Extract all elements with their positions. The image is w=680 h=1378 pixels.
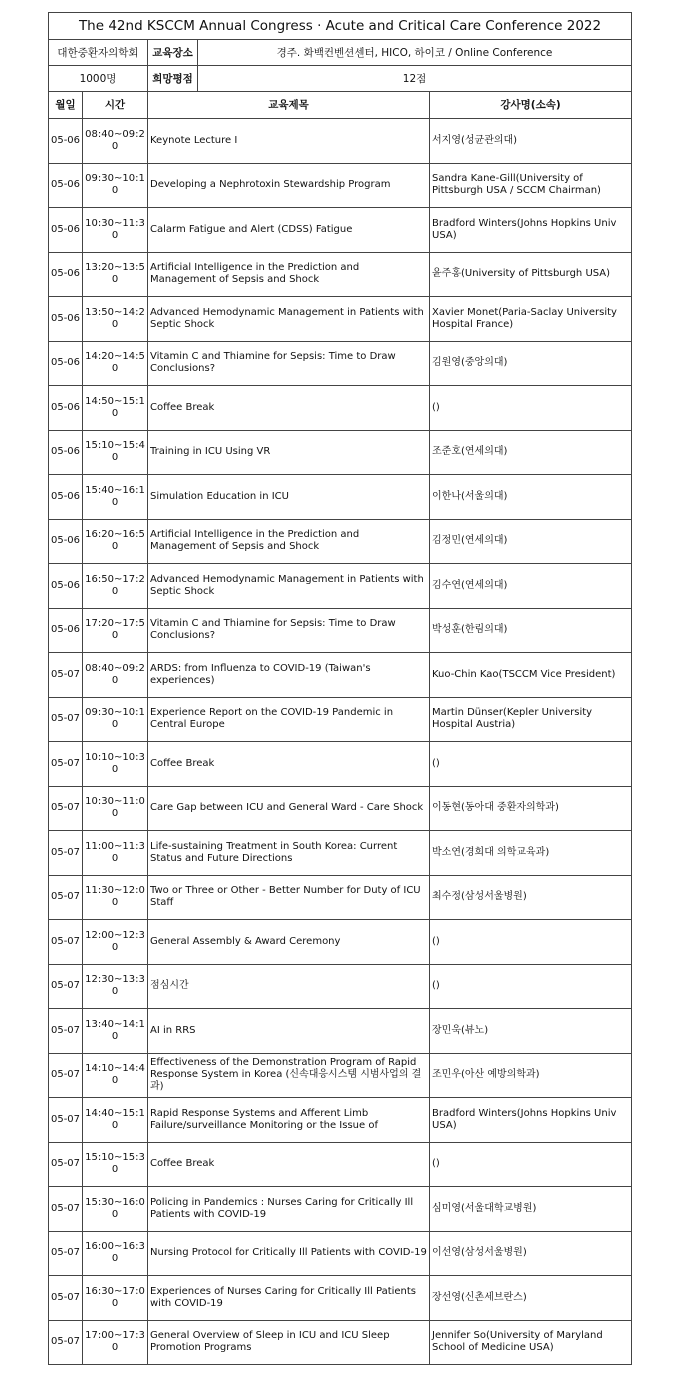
topic-cell: General Assembly & Award Ceremony: [148, 920, 430, 965]
date-cell: 05-07: [49, 786, 83, 831]
table-row: [49, 1009, 632, 1054]
capacity: 1000명: [49, 66, 148, 92]
topic-cell: AI in RRS: [148, 1009, 430, 1054]
table-row: [49, 430, 632, 475]
topic-cell: ARDS: from Influenza to COVID-19 (Taiwan's experiences): [148, 653, 430, 698]
header-time: 시간: [83, 92, 148, 119]
date-cell: 05-06: [49, 252, 83, 297]
topic-cell: Policing in Pandemics : Nurses Caring for Critically Ill Patients with COVID-19: [148, 1187, 430, 1232]
topic-cell: Coffee Break: [148, 1142, 430, 1187]
table-row: [49, 653, 632, 698]
topic-cell: Simulation Education in ICU: [148, 475, 430, 520]
date-cell: 05-07: [49, 1276, 83, 1321]
table-row: [49, 341, 632, 386]
topic-cell: Care Gap between ICU and General Ward - Care Shock: [148, 786, 430, 831]
date-cell: 05-07: [49, 1098, 83, 1143]
topic-cell: Advanced Hemodynamic Management in Patients with Septic Shock: [148, 297, 430, 342]
table-row: [49, 742, 632, 787]
topic-cell: Artificial Intelligence in the Prediction and Management of Sepsis and Shock: [148, 519, 430, 564]
topic-cell: Experience Report on the COVID-19 Pandemic in Central Europe: [148, 697, 430, 742]
speaker-cell: 이선영(삼성서울병원): [430, 1231, 632, 1276]
time-cell: 15:30~16:00: [83, 1187, 148, 1232]
date-cell: 05-07: [49, 1187, 83, 1232]
time-cell: 14:20~14:50: [83, 341, 148, 386]
speaker-cell: 심미영(서울대학교병원): [430, 1187, 632, 1232]
table-row: [49, 964, 632, 1009]
time-cell: 15:10~15:40: [83, 430, 148, 475]
date-cell: 05-07: [49, 697, 83, 742]
table-row: [49, 163, 632, 208]
time-cell: 08:40~09:20: [83, 119, 148, 164]
date-cell: 05-06: [49, 119, 83, 164]
date-cell: 05-06: [49, 564, 83, 609]
time-cell: 13:50~14:20: [83, 297, 148, 342]
topic-cell: Developing a Nephrotoxin Stewardship Program: [148, 163, 430, 208]
topic-cell: Experiences of Nurses Caring for Critically Ill Patients with COVID-19: [148, 1276, 430, 1321]
speaker-cell: 김정민(연세의대): [430, 519, 632, 564]
venue: 경주. 화백컨벤션센터, HICO, 하이코 / Online Conference: [198, 40, 632, 66]
organizer: 대한중환자의학회: [49, 40, 148, 66]
time-cell: 14:40~15:10: [83, 1098, 148, 1143]
date-cell: 05-06: [49, 208, 83, 253]
header-date: 월일: [49, 92, 83, 119]
speaker-cell: 이한나(서울의대): [430, 475, 632, 520]
speaker-cell: Kuo-Chin Kao(TSCCM Vice President): [430, 653, 632, 698]
time-cell: 13:20~13:50: [83, 252, 148, 297]
date-cell: 05-06: [49, 163, 83, 208]
speaker-cell: Sandra Kane-Gill(University of Pittsburgh USA / SCCM Chairman): [430, 163, 632, 208]
table-row: [49, 1098, 632, 1143]
speaker-cell: 박소연(경희대 의학교육과): [430, 831, 632, 876]
time-cell: 16:30~17:00: [83, 1276, 148, 1321]
speaker-cell: 조민우(아산 예방의학과): [430, 1053, 632, 1098]
speaker-cell: 김수연(연세의대): [430, 564, 632, 609]
date-cell: 05-07: [49, 653, 83, 698]
table-row: [49, 1187, 632, 1232]
speaker-cell: 서지영(성균관의대): [430, 119, 632, 164]
time-cell: 10:30~11:00: [83, 786, 148, 831]
date-cell: 05-07: [49, 1142, 83, 1187]
date-cell: 05-06: [49, 297, 83, 342]
topic-cell: Coffee Break: [148, 386, 430, 431]
time-cell: 17:20~17:50: [83, 608, 148, 653]
speaker-cell: 장선영(신촌세브란스): [430, 1276, 632, 1321]
table-row: [49, 475, 632, 520]
date-cell: 05-06: [49, 519, 83, 564]
topic-cell: Effectiveness of the Demonstration Program of Rapid Response System in Korea (신속대응시스템 시범사업의 결과): [148, 1053, 430, 1098]
date-cell: 05-07: [49, 1009, 83, 1054]
topic-cell: Artificial Intelligence in the Prediction and Management of Sepsis and Shock: [148, 252, 430, 297]
topic-cell: Nursing Protocol for Critically Ill Patients with COVID-19: [148, 1231, 430, 1276]
date-cell: 05-07: [49, 964, 83, 1009]
time-cell: 13:40~14:10: [83, 1009, 148, 1054]
speaker-cell: (): [430, 386, 632, 431]
speaker-cell: 윤주홍(University of Pittsburgh USA): [430, 252, 632, 297]
time-cell: 09:30~10:10: [83, 163, 148, 208]
table-row: [49, 697, 632, 742]
rating: 12점: [198, 66, 632, 92]
table-row: [49, 1320, 632, 1365]
topic-cell: Two or Three or Other - Better Number for Duty of ICU Staff: [148, 875, 430, 920]
date-cell: 05-07: [49, 742, 83, 787]
capacity-row: [49, 66, 632, 92]
topic-cell: Keynote Lecture I: [148, 119, 430, 164]
table-row: [49, 831, 632, 876]
table-row: [49, 875, 632, 920]
date-cell: 05-06: [49, 341, 83, 386]
speaker-cell: 장민욱(뷰노): [430, 1009, 632, 1054]
speaker-cell: 이동현(동아대 중환자의학과): [430, 786, 632, 831]
time-cell: 12:30~13:30: [83, 964, 148, 1009]
date-cell: 05-06: [49, 430, 83, 475]
time-cell: 10:10~10:30: [83, 742, 148, 787]
table-row: [49, 119, 632, 164]
speaker-cell: (): [430, 920, 632, 965]
time-cell: 11:30~12:00: [83, 875, 148, 920]
time-cell: 08:40~09:20: [83, 653, 148, 698]
date-cell: 05-07: [49, 831, 83, 876]
time-cell: 15:10~15:30: [83, 1142, 148, 1187]
table-row: [49, 608, 632, 653]
venue-row: [49, 40, 632, 66]
header-speaker: 강사명(소속): [430, 92, 632, 119]
table-row: [49, 1231, 632, 1276]
table-row: [49, 786, 632, 831]
table-row: [49, 920, 632, 965]
date-cell: 05-06: [49, 386, 83, 431]
topic-cell: Training in ICU Using VR: [148, 430, 430, 475]
topic-cell: Calarm Fatigue and Alert (CDSS) Fatigue: [148, 208, 430, 253]
date-cell: 05-07: [49, 920, 83, 965]
table-row: [49, 1276, 632, 1321]
topic-cell: Advanced Hemodynamic Management in Patients with Septic Shock: [148, 564, 430, 609]
topic-cell: 점심시간: [148, 964, 430, 1009]
speaker-cell: 박성훈(한림의대): [430, 608, 632, 653]
time-cell: 11:00~11:30: [83, 831, 148, 876]
date-cell: 05-07: [49, 1231, 83, 1276]
table-row: [49, 564, 632, 609]
time-cell: 15:40~16:10: [83, 475, 148, 520]
speaker-cell: Jennifer So(University of Maryland School of Medicine USA): [430, 1320, 632, 1365]
speaker-cell: (): [430, 742, 632, 787]
time-cell: 16:00~16:30: [83, 1231, 148, 1276]
topic-cell: Vitamin C and Thiamine for Sepsis: Time to Draw Conclusions?: [148, 608, 430, 653]
speaker-cell: 조준호(연세의대): [430, 430, 632, 475]
date-cell: 05-07: [49, 875, 83, 920]
time-cell: 14:50~15:10: [83, 386, 148, 431]
table-row: [49, 208, 632, 253]
table-row: [49, 519, 632, 564]
venue-label: 교육장소: [148, 40, 198, 66]
speaker-cell: Xavier Monet(Paria-Saclay University Hospital France): [430, 297, 632, 342]
date-cell: 05-07: [49, 1053, 83, 1098]
speaker-cell: 최수정(삼성서울병원): [430, 875, 632, 920]
speaker-cell: (): [430, 964, 632, 1009]
speaker-cell: (): [430, 1142, 632, 1187]
title-row: [49, 13, 632, 40]
speaker-cell: Bradford Winters(Johns Hopkins Univ USA): [430, 1098, 632, 1143]
header-topic: 교육제목: [148, 92, 430, 119]
time-cell: 09:30~10:10: [83, 697, 148, 742]
topic-cell: Coffee Break: [148, 742, 430, 787]
table-row: [49, 1142, 632, 1187]
topic-cell: Life-sustaining Treatment in South Korea: Current Status and Future Directions: [148, 831, 430, 876]
table-row: [49, 1053, 632, 1098]
speaker-cell: Bradford Winters(Johns Hopkins Univ USA): [430, 208, 632, 253]
time-cell: 14:10~14:40: [83, 1053, 148, 1098]
table-row: [49, 297, 632, 342]
schedule-table: [48, 12, 632, 1365]
speaker-cell: 김원영(중앙의대): [430, 341, 632, 386]
topic-cell: Rapid Response Systems and Afferent Limb Failure/surveillance Monitoring or the Issue of: [148, 1098, 430, 1143]
date-cell: 05-06: [49, 475, 83, 520]
time-cell: 12:00~12:30: [83, 920, 148, 965]
header-row: [49, 92, 632, 119]
table-row: [49, 386, 632, 431]
time-cell: 16:50~17:20: [83, 564, 148, 609]
time-cell: 10:30~11:30: [83, 208, 148, 253]
congress-title: The 42nd KSCCM Annual Congress · Acute and Critical Care Conference 2022: [49, 13, 632, 40]
topic-cell: Vitamin C and Thiamine for Sepsis: Time to Draw Conclusions?: [148, 341, 430, 386]
topic-cell: General Overview of Sleep in ICU and ICU Sleep Promotion Programs: [148, 1320, 430, 1365]
date-cell: 05-07: [49, 1320, 83, 1365]
rating-label: 희망평점: [148, 66, 198, 92]
time-cell: 17:00~17:30: [83, 1320, 148, 1365]
speaker-cell: Martin Dünser(Kepler University Hospital Austria): [430, 697, 632, 742]
time-cell: 16:20~16:50: [83, 519, 148, 564]
table-row: [49, 252, 632, 297]
date-cell: 05-06: [49, 608, 83, 653]
